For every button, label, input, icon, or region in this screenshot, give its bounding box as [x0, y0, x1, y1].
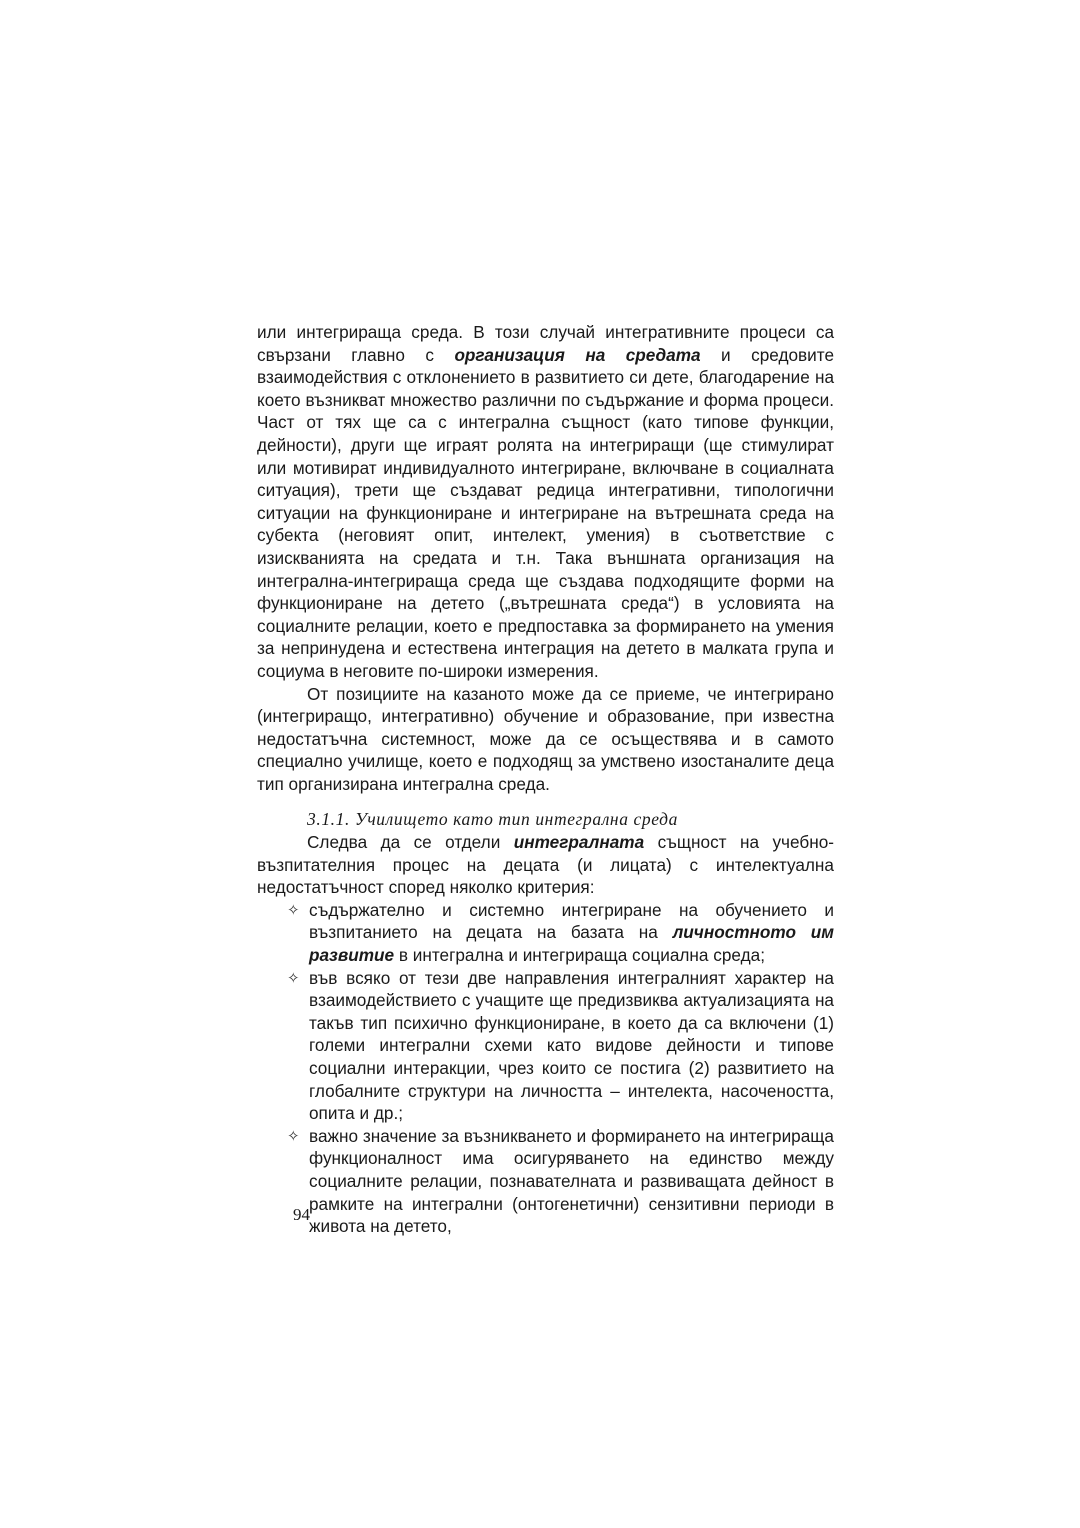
text-run: важно значение за възникването и формирането на интегрираща функционалност има осигуряването на [309, 1125, 834, 1169]
text-run: същност (като типове функции, дейности), други ще играят ролята на [257, 412, 835, 455]
text-run: Следва да се отдели [307, 832, 514, 853]
section-heading: 3.1.1. Училището като тип интегрална среда [307, 809, 678, 830]
text-run: същност на учебно-възпитателния процес на децата (и лицата) с интелектуална недостатъчност според няколко критерия: [257, 832, 834, 898]
text-run: в [394, 945, 413, 966]
emphasis-run: съдържателно [309, 899, 425, 920]
emphasis-run: организация на средата [454, 344, 701, 365]
criteria-list [257, 899, 834, 1238]
text-run: или интегрираща среда. В този случай интегративните процеси са свързани главно с [257, 322, 834, 365]
emphasis-run: интегрална [458, 412, 550, 433]
emphasis-run: възпитанието [309, 922, 418, 943]
emphasis-run: обучението [715, 899, 807, 920]
page-number: 94 [293, 1205, 310, 1224]
text-run: ; [760, 945, 765, 966]
text-run: и [740, 1035, 780, 1056]
emphasis-run: интегрална и интегрираща социална среда [412, 945, 761, 966]
paragraph-1 [257, 321, 834, 683]
emphasis-run: интелекта, насочеността, опита [309, 1080, 834, 1124]
emphasis-run: интегративни, [608, 480, 721, 501]
list-item [287, 899, 834, 967]
text-run: на децата на базата на [417, 922, 673, 943]
emphasis-run: 2 [694, 1058, 704, 1078]
emphasis-run: интегралната [513, 832, 645, 853]
emphasis-run: единство [689, 1148, 763, 1169]
text-run: интегриране на [544, 899, 716, 920]
emphasis-run: личностното им развитие [309, 922, 834, 966]
emphasis-run: 1 [818, 1012, 829, 1033]
text-run: между социалните релации, познавателната и развиващата дейност в рамките на интегрални (онтогенетични) [309, 1148, 835, 1214]
text-run: във всяко от тези две направления интегралният характер на взаимодействието с учащите ще предизвиква актуализацията на такъв тип психично функциониране, в което да са включени ( [309, 967, 834, 1033]
paragraph-3 [257, 831, 834, 899]
text-run: схеми като [470, 1035, 596, 1056]
diamond-bullet-icon: ✧ [287, 1126, 300, 1145]
emphasis-run: интегрални [379, 1035, 471, 1056]
diamond-bullet-icon: ✧ [287, 900, 300, 919]
paragraph-3-text [257, 831, 834, 899]
text-run: , чрез които се постига ( [485, 1058, 695, 1078]
list-item-text [309, 968, 834, 1124]
emphasis-run: специално училище [257, 751, 419, 772]
emphasis-run: глобалните [309, 1080, 401, 1101]
text-run: и др.; [354, 1103, 404, 1124]
text-run: и [424, 899, 470, 920]
text-run: , включване в социалната ситуация), трети ще създават редица [257, 457, 834, 501]
list-item [287, 967, 834, 1125]
list-item-text [309, 900, 834, 965]
emphasis-run: видове дейности [595, 1035, 741, 1056]
emphasis-run: сензитивни [648, 1193, 740, 1214]
emphasis-run: интегриращи [589, 434, 695, 455]
emphasis-run: интегриране [521, 457, 622, 478]
body-text [257, 321, 834, 1238]
text-run: периоди в живота на детето, [309, 1193, 834, 1237]
list-item-text [309, 1126, 834, 1236]
paragraph-2-text [257, 683, 834, 796]
emphasis-run: системно [469, 899, 545, 920]
text-run: на функциониране на детето („вътрешната среда“) в условията на социалните релации, което е предпоставка за формирането на умения за непринудена и естествена интеграция на детето в малката група и социума в неговите по-широки измерения. [257, 570, 834, 681]
text-run: (ще стимулират или мотивират индивидуалното [257, 434, 834, 478]
emphasis-run: форми [750, 570, 805, 591]
text-run: ) големи [309, 1012, 834, 1056]
text-run: типологични ситуации на функциониране и интегриране на вътрешната среда на субекта (неговият опит, интелект, умения) в съответствие с изискванията на средата и т.н. Така външната организация на интегрална-интегрираща среда ще създава подходящите [257, 480, 835, 591]
text-run: и [806, 899, 834, 920]
text-run: , което е подходящ за умствено изостаналите деца тип организирана интегрална среда. [257, 751, 835, 794]
text-run: От позициите на казаното може да се приеме, че интегрирано (интегриращо, интегративно) обучение и образование, при известна недостатъчна системност, може да се осъществява и в самото [257, 683, 834, 749]
paragraph-1-text [257, 321, 834, 683]
emphasis-run: типове социални интеракции [309, 1035, 834, 1078]
text-run: ) развитието на [703, 1058, 834, 1078]
diamond-bullet-icon: ✧ [287, 968, 300, 987]
paragraph-2 [257, 683, 834, 796]
text-run: и средовите взаимодействия с отклонението в развитието си дете, благодарение на което възникват множество различни по съдържание и форма процеси. Част от тях ще са с [257, 344, 835, 433]
text-run: структури на личността – [400, 1080, 628, 1101]
